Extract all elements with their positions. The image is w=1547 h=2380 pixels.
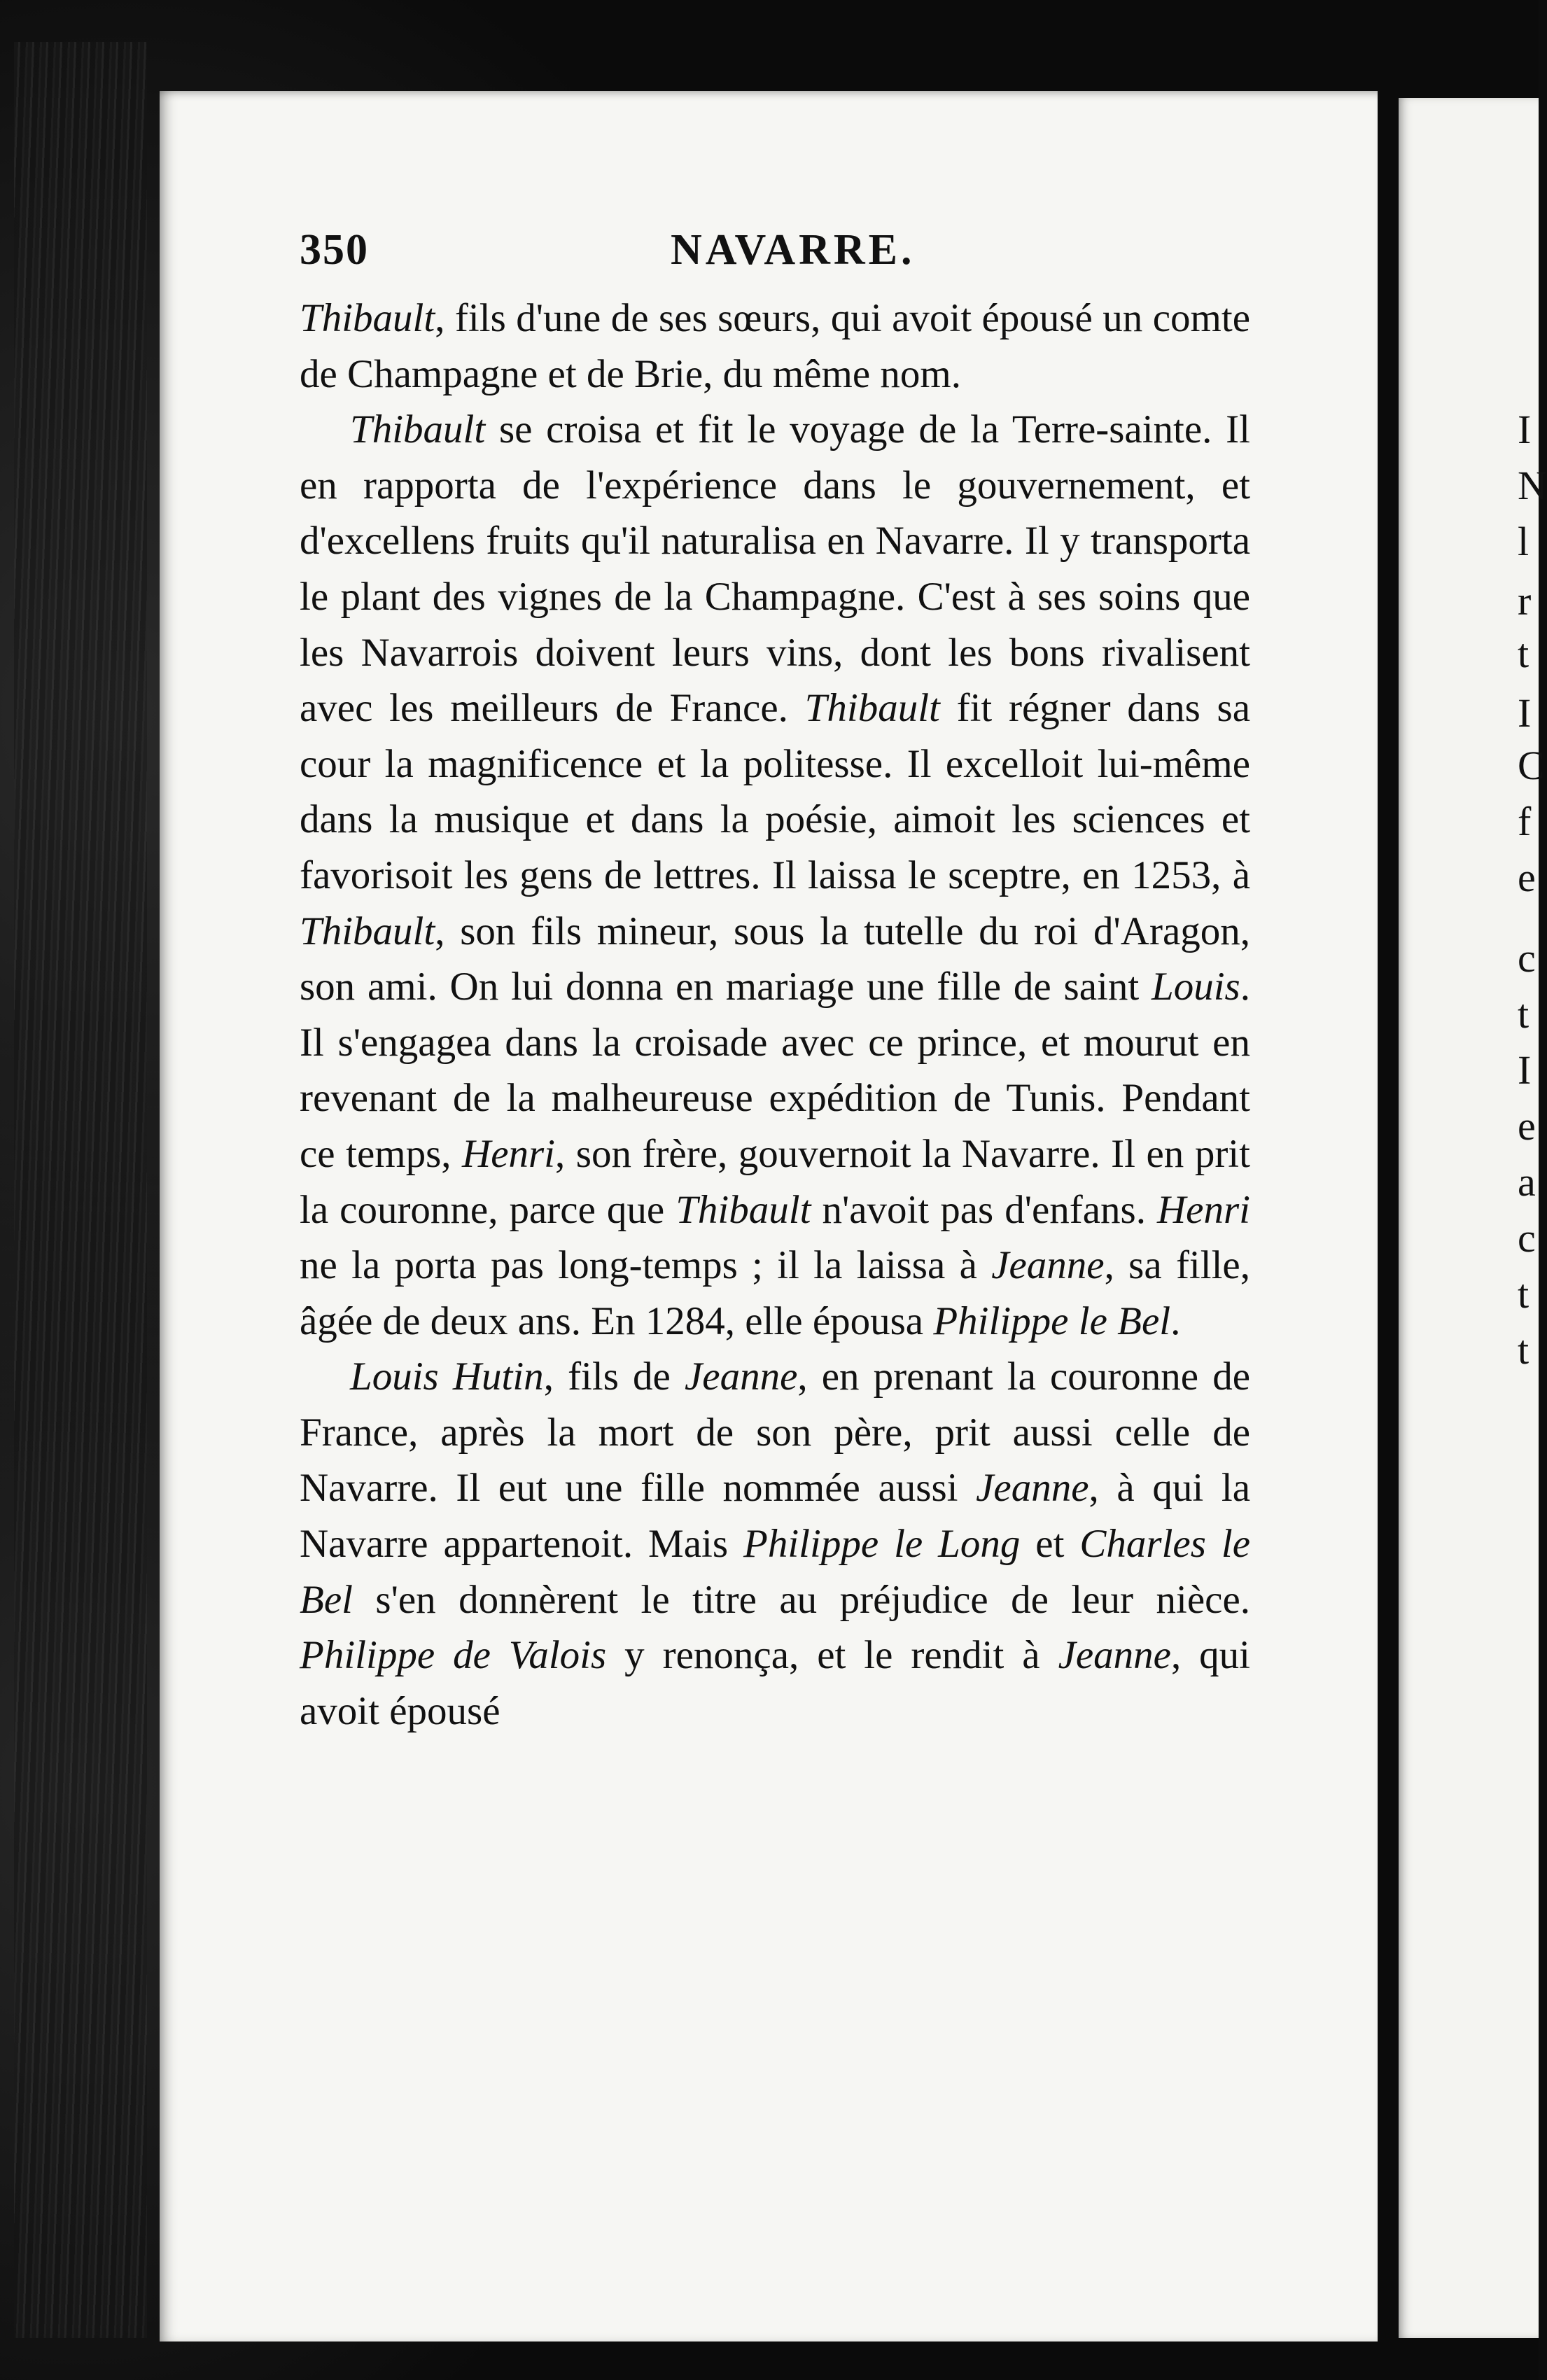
next-page-letter: t bbox=[1518, 631, 1530, 676]
italic-name: Thibault bbox=[350, 407, 486, 452]
next-page-letter: c bbox=[1518, 1215, 1536, 1261]
italic-name: Thibault bbox=[300, 296, 435, 340]
text-run: . Il s'engagea dans la croisade avec ce prince, et mourut en revenant de la malheureuse expédition de Tunis. Pendant ce temps, bbox=[300, 965, 1250, 1176]
next-page-letter: l bbox=[1518, 519, 1530, 564]
text-run: et bbox=[1020, 1522, 1080, 1567]
page-number: 350 bbox=[300, 226, 369, 274]
next-page-letter: a bbox=[1518, 1159, 1536, 1205]
next-page-letter: t bbox=[1518, 991, 1530, 1037]
next-page-letter: c bbox=[1518, 935, 1536, 981]
next-page-letter: e bbox=[1518, 855, 1536, 900]
text-run: , sa fille, âgée de deux ans. En 1284, elle épousa bbox=[300, 1243, 1250, 1343]
text-run: , qui avoit épousé bbox=[300, 1633, 1251, 1733]
running-head: NAVARRE. bbox=[671, 226, 916, 274]
text-run: , son fils mineur, sous la tutelle du roi d'Aragon, son ami. On lui donna en mariage une fille de saint bbox=[300, 909, 1250, 1009]
text-run: . bbox=[1170, 1298, 1181, 1343]
text-run: ne la porta pas long-temps ; il la laissa à bbox=[300, 1243, 992, 1288]
italic-name: Jeanne bbox=[1058, 1633, 1171, 1678]
italic-name: Louis bbox=[1152, 965, 1240, 1009]
text-run: , en prenant la couronne de France, après la mort de son père, prit aussi celle de Navarre. Il eut une fille nommée aussi bbox=[300, 1354, 1250, 1511]
next-page-letter: I bbox=[1518, 407, 1532, 452]
text-run: , fils d'une de ses sœurs, qui avoit épousé un comte de Champagne et de Brie, du même nom. bbox=[300, 296, 1250, 396]
italic-name: Thibault bbox=[300, 909, 435, 953]
italic-name: Louis Hutin bbox=[350, 1354, 544, 1399]
italic-name: Philippe le Long bbox=[743, 1522, 1021, 1567]
paragraph bbox=[300, 1349, 1250, 1739]
next-page-letter: N bbox=[1518, 463, 1547, 508]
text-run: n'avoit pas d'enfans. bbox=[811, 1187, 1158, 1232]
next-page-letter: C bbox=[1518, 743, 1545, 788]
page-header bbox=[300, 225, 1252, 288]
next-page-edge bbox=[1399, 98, 1547, 2338]
text-run: y renonça, et le rendit à bbox=[606, 1633, 1058, 1678]
italic-name: Jeanne bbox=[976, 1466, 1089, 1511]
italic-name: Henri bbox=[462, 1131, 556, 1176]
next-page-letter: I bbox=[1518, 1047, 1532, 1093]
next-page-letter: e bbox=[1518, 1103, 1536, 1149]
text-run: , fils de bbox=[543, 1354, 685, 1399]
paragraph bbox=[300, 290, 1250, 402]
text-run: se croisa et fit le voyage de la Terre-sainte. Il en rapporta de l'expérience dans le gouvernement, et d'excellens fruits qu'il naturalisa en Navarre. Il y transporta le plant des vignes de la Champagne. C'est à ses soins que les Navarrois doivent leurs vins, dont les bons rivalisent avec les meilleurs de France. bbox=[300, 407, 1250, 731]
book-spine-shadow bbox=[14, 42, 147, 2338]
italic-name: Henri bbox=[1157, 1187, 1250, 1232]
paragraph bbox=[300, 402, 1250, 1349]
next-page-letter: t bbox=[1518, 1327, 1530, 1373]
italic-name: Jeanne bbox=[684, 1354, 798, 1399]
italic-name: Philippe le Bel bbox=[933, 1298, 1171, 1343]
text-run: , son frère, gouvernoit la Navarre. Il en prit la couronne, parce que bbox=[300, 1131, 1250, 1232]
italic-name: Thibault bbox=[804, 686, 940, 731]
italic-name: Thibault bbox=[676, 1187, 811, 1232]
body-text bbox=[300, 290, 1250, 1739]
text-run: s'en donnèrent le titre au préjudice de leur nièce. bbox=[352, 1577, 1250, 1622]
text-run: , à qui la Navarre appartenoit. Mais bbox=[300, 1466, 1250, 1567]
italic-name: Charles le Bel bbox=[300, 1522, 1250, 1622]
italic-name: Philippe de Valois bbox=[300, 1633, 607, 1678]
next-page-letter: r bbox=[1518, 578, 1532, 624]
next-page-letter: f bbox=[1518, 799, 1532, 844]
next-page-letter: t bbox=[1518, 1271, 1530, 1317]
italic-name: Jeanne bbox=[991, 1243, 1105, 1288]
next-page-letter: I bbox=[1518, 690, 1532, 736]
text-run: fit régner dans sa cour la magnificence et la politesse. Il excelloit lui-même dans la musique et dans la poésie, aimoit les sciences et favorisoit les gens de lettres. Il laissa le sceptre, en 1253, à bbox=[300, 686, 1251, 897]
